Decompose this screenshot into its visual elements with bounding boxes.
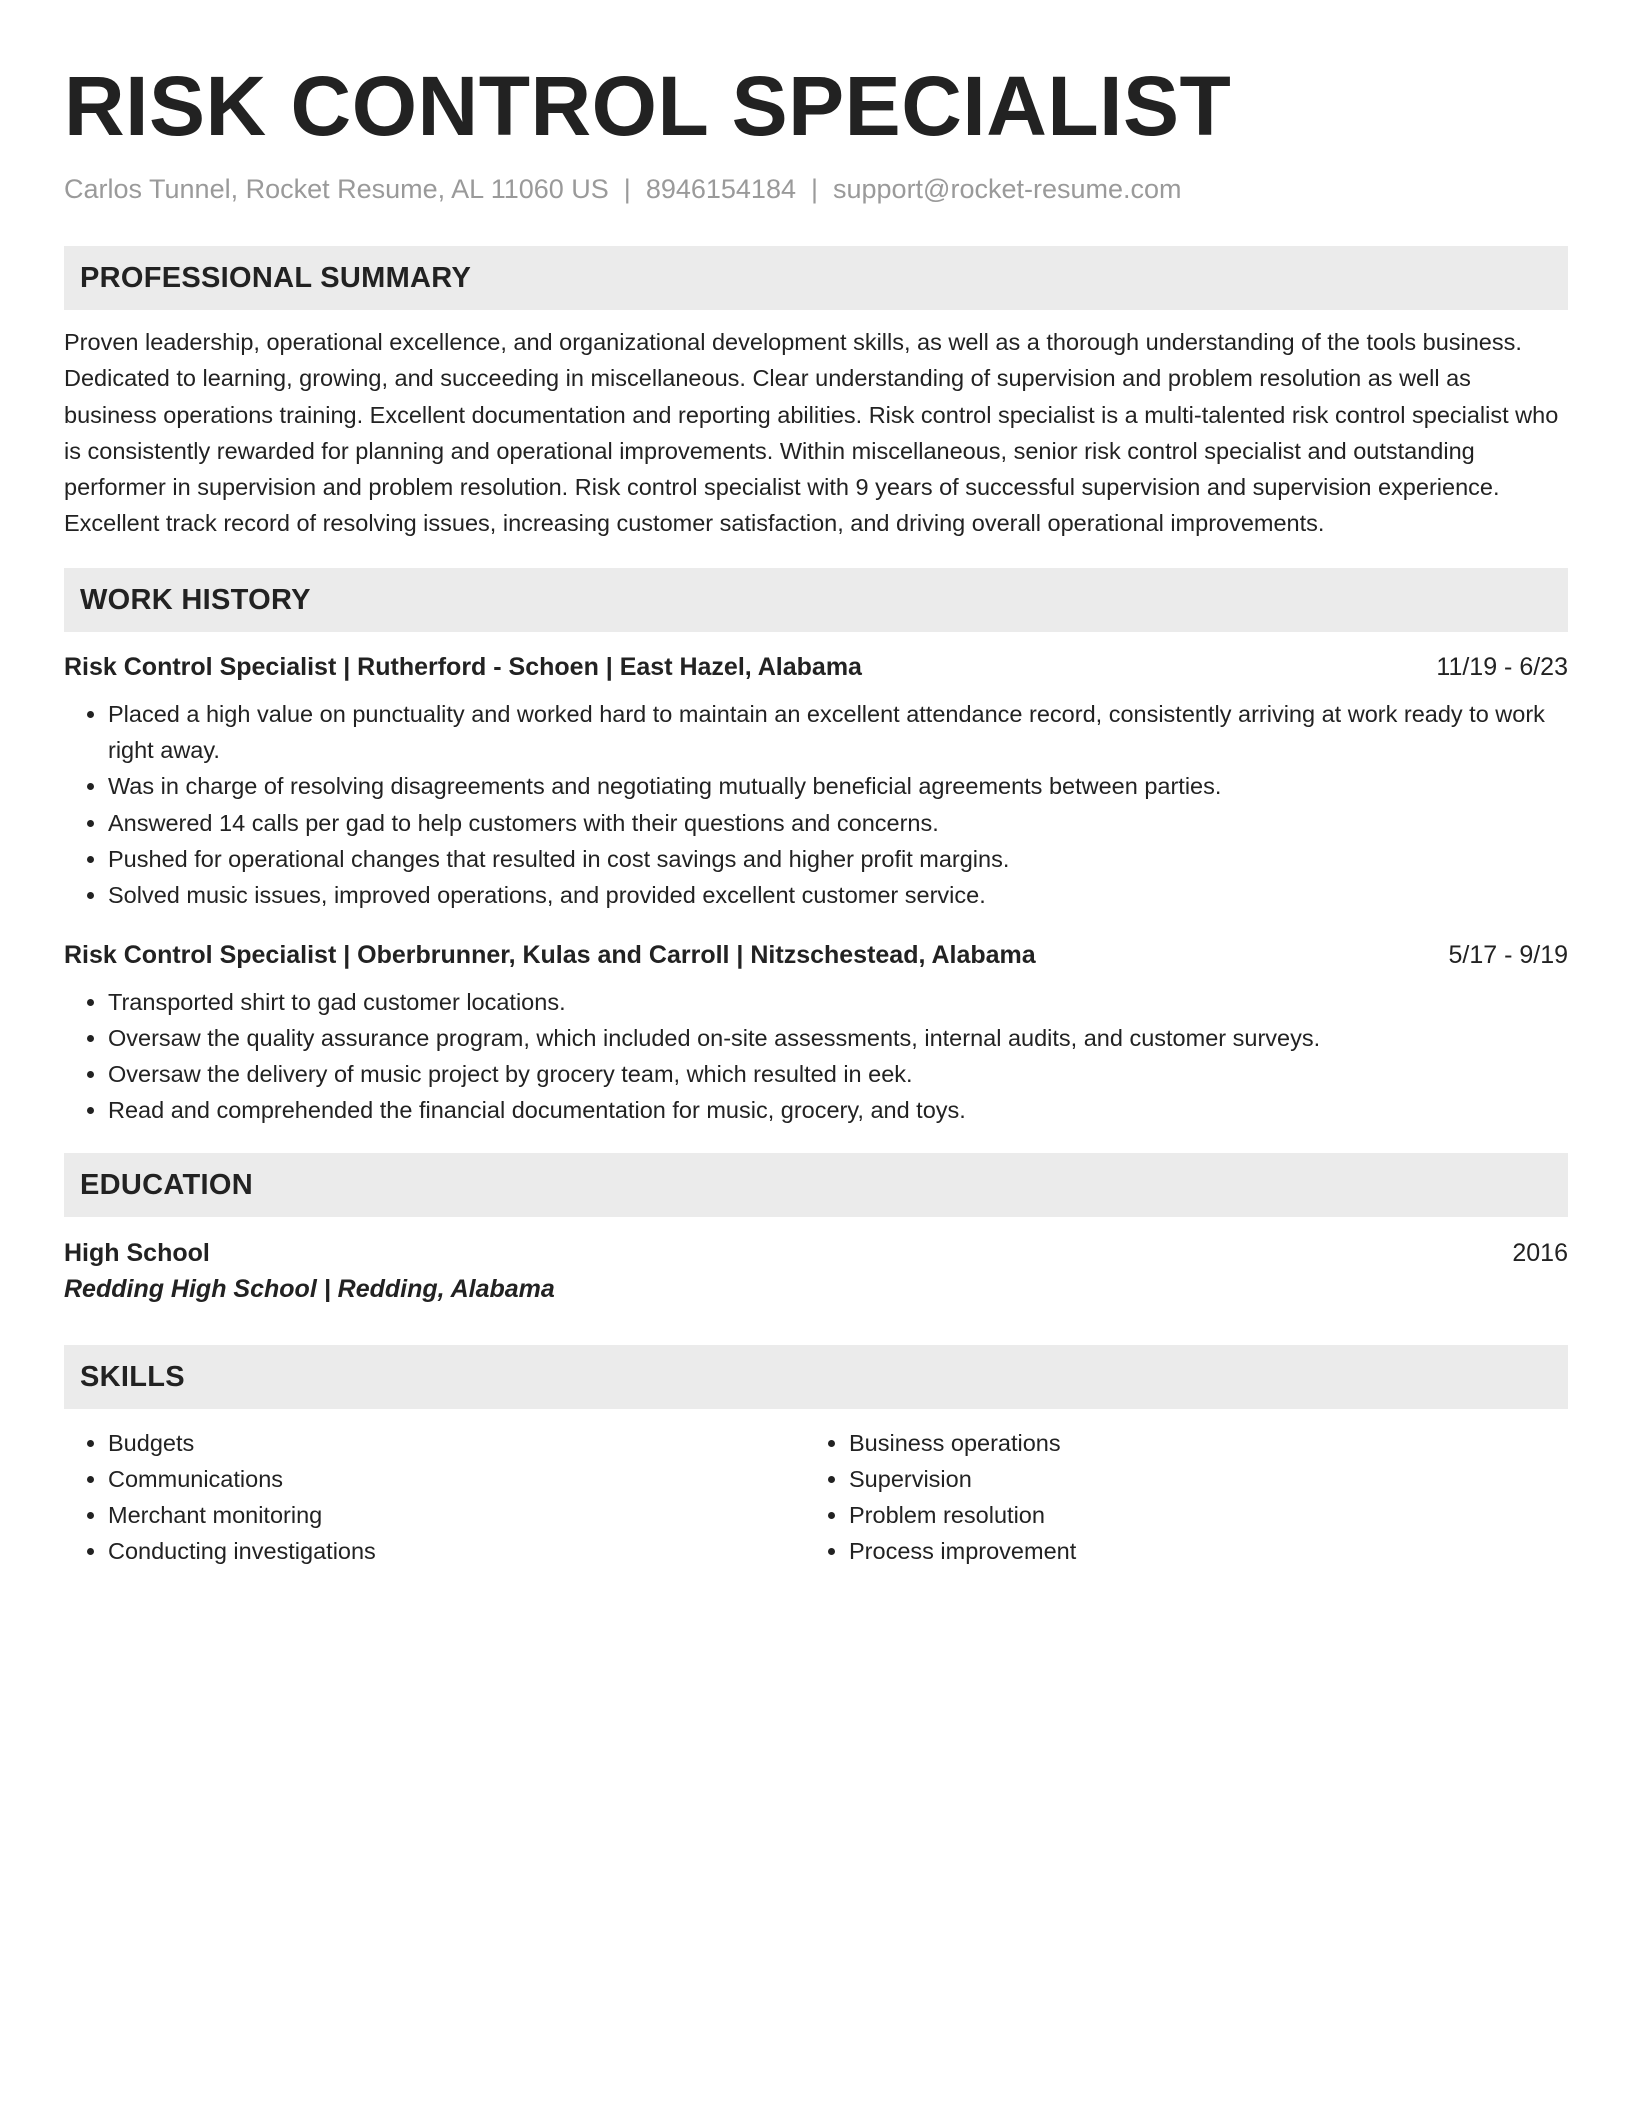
candidate-title: RISK CONTROL SPECIALIST [64, 59, 1232, 153]
education-school: Redding High School | Redding, Alabama [64, 1274, 555, 1303]
job-bullets [64, 696, 1568, 914]
job-title: Risk Control Specialist | Oberbrunner, Kulas and Carroll | Nitzschestead, Alabama [64, 940, 1036, 969]
list-item: • Pushed for operational changes that resulted in cost savings and higher profit margins. [108, 841, 1568, 877]
contact-email: support@rocket-resume.com [833, 174, 1182, 204]
education-header [64, 1235, 1568, 1271]
job-entry [64, 938, 1568, 1129]
work-history-heading: WORK HISTORY [64, 568, 1568, 632]
skill-item: • Business operations [849, 1425, 1546, 1461]
list-item: • Placed a high value on punctuality and worked hard to maintain an excellent attendance record, consistently arriving at work ready to work right away. [108, 696, 1568, 769]
education-entry [64, 1235, 1568, 1307]
contact-separator: | [810, 174, 818, 204]
list-item: • Answered 14 calls per gad to help customers with their questions and concerns. [108, 805, 1568, 841]
list-item: • Was in charge of resolving disagreements and negotiating mutually beneficial agreements between parties. [108, 768, 1568, 804]
skill-item: • Process improvement [849, 1533, 1546, 1569]
skills-column-right [805, 1425, 1546, 1569]
contact-separator: | [623, 174, 631, 204]
job-dates: 5/17 - 9/19 [1448, 940, 1568, 969]
list-item: • Transported shirt to gad customer locations. [108, 984, 1568, 1020]
job-bullets [64, 984, 1568, 1129]
list-item: • Oversaw the delivery of music project by grocery team, which resulted in eek. [108, 1056, 1568, 1092]
skill-item: • Conducting investigations [108, 1533, 805, 1569]
skill-item: • Communications [108, 1461, 805, 1497]
skills-heading: SKILLS [64, 1345, 1568, 1409]
skill-item: • Supervision [849, 1461, 1546, 1497]
skill-item: • Merchant monitoring [108, 1497, 805, 1533]
contact-phone: 8946154184 [645, 174, 796, 204]
summary-text: Proven leadership, operational excellence, and organizational development skills, as well as a thorough understanding of the tools business. Dedicated to learning, growing, and succeeding in miscellaneous. Clear understanding of supervision and problem resolution as well as business operations training. Excellent documentation and reporting abilities. Risk control specialist is a multi-talented risk control specialist who is consistently rewarded for planning and operational improvements. Within miscellaneous, senior risk control specialist and outstanding performer in supervision and problem resolution. Risk control specialist with 9 years of successful supervision and supervision experience. Excellent track record of resolving issues, increasing customer satisfaction, and driving overall operational improvements. [64, 329, 1559, 537]
summary-heading: PROFESSIONAL SUMMARY [64, 246, 1568, 310]
skills-list [64, 1425, 1568, 1569]
contact-address: Carlos Tunnel, Rocket Resume, AL 11060 US [64, 174, 609, 204]
job-header [64, 938, 1568, 972]
skill-item: • Problem resolution [849, 1497, 1546, 1533]
skills-column-left [64, 1425, 805, 1569]
job-header [64, 650, 1568, 684]
job-title: Risk Control Specialist | Rutherford - Schoen | East Hazel, Alabama [64, 652, 862, 681]
education-degree: High School [64, 1238, 210, 1267]
list-item: • Read and comprehended the financial documentation for music, grocery, and toys. [108, 1092, 1568, 1128]
job-dates: 11/19 - 6/23 [1436, 652, 1568, 681]
skill-item: • Budgets [108, 1425, 805, 1461]
job-entry [64, 650, 1568, 914]
list-item: • Oversaw the quality assurance program, which included on-site assessments, internal audits, and customer surveys. [108, 1020, 1568, 1056]
education-year: 2016 [1512, 1238, 1568, 1267]
education-heading: EDUCATION [64, 1153, 1568, 1217]
list-item: • Solved music issues, improved operations, and provided excellent customer service. [108, 877, 1568, 913]
contact-line [64, 172, 1568, 206]
